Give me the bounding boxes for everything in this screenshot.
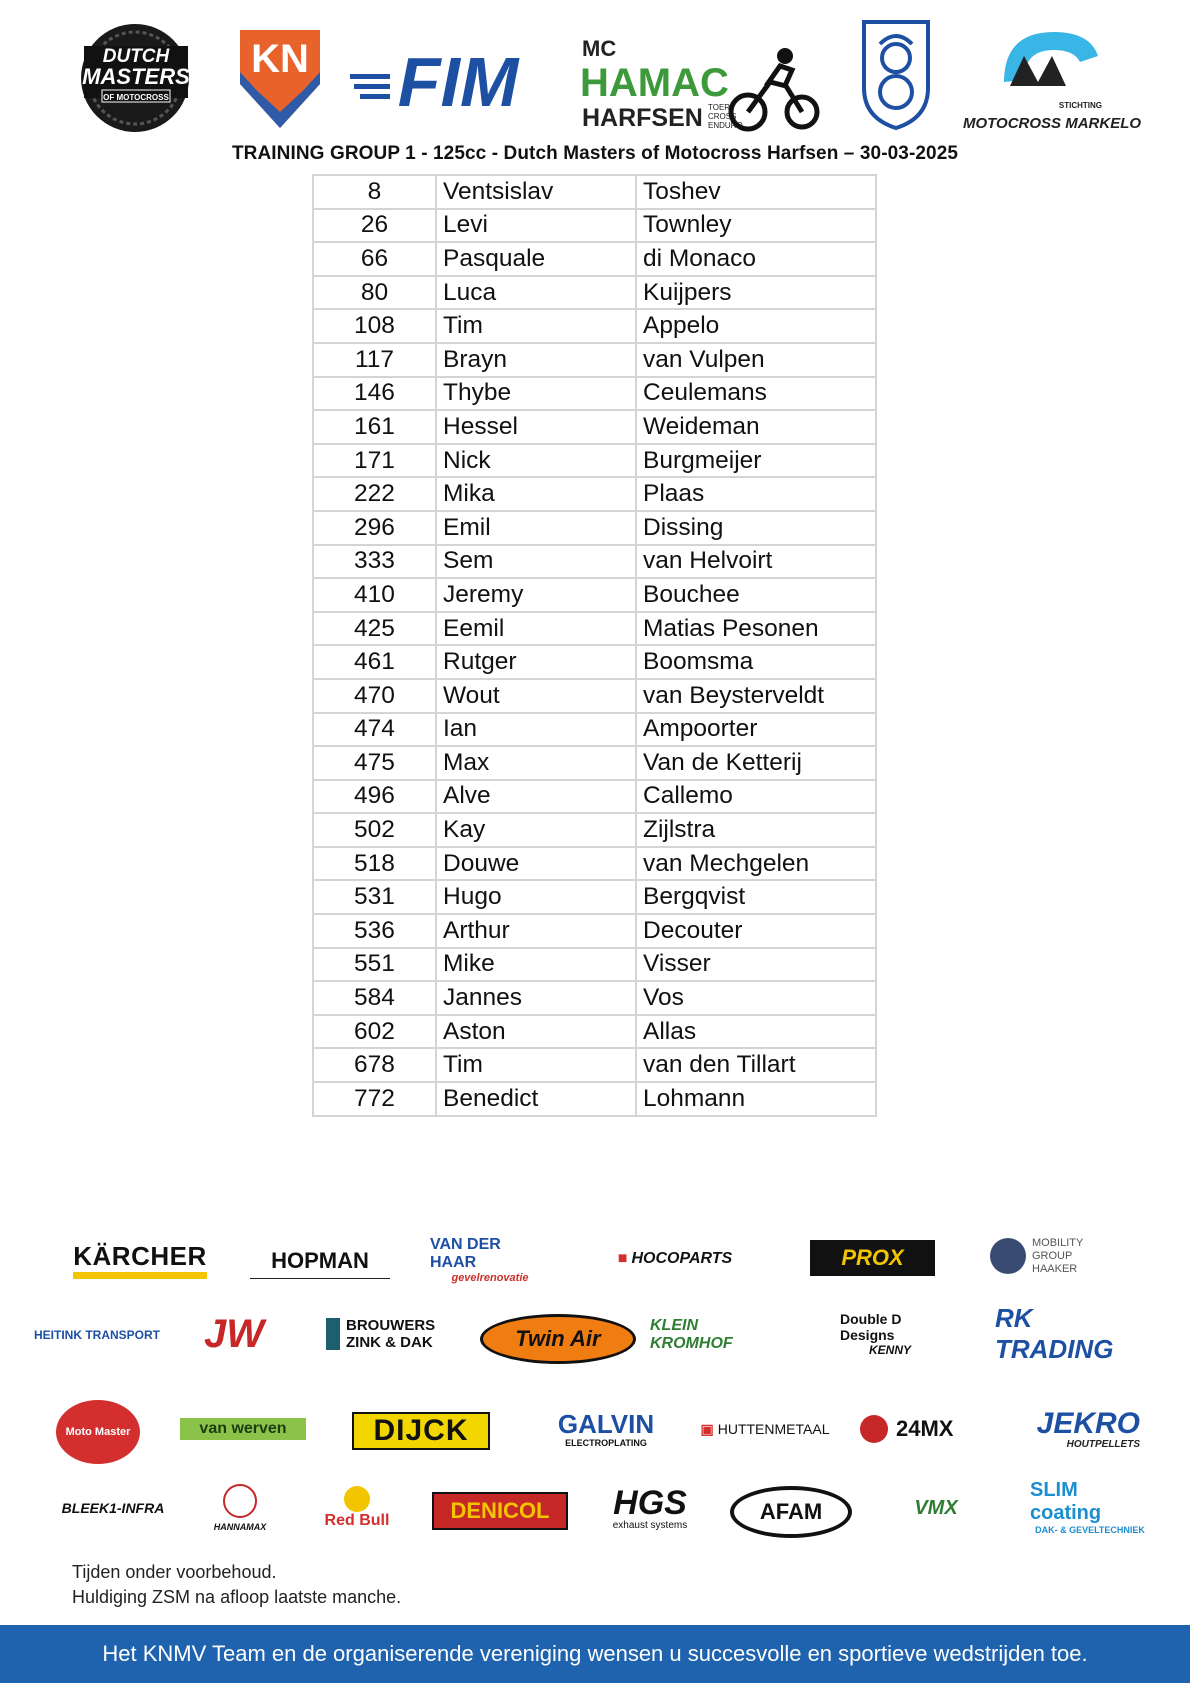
table-row [313, 1015, 876, 1049]
table-row [313, 1048, 876, 1082]
notes [72, 1560, 401, 1610]
rider-first-name: Sem [436, 545, 636, 579]
denicol-logo: DENICOL [432, 1492, 568, 1530]
rider-number: 333 [313, 545, 436, 579]
rider-first-name: Thybe [436, 377, 636, 411]
rider-number: 108 [313, 309, 436, 343]
rider-number: 496 [313, 780, 436, 814]
table-row [313, 242, 876, 276]
svg-text:HARFSEN: HARFSEN [582, 104, 703, 132]
rider-last-name: Callemo [636, 780, 876, 814]
knmv-logo [232, 24, 328, 134]
rider-last-name: van Mechgelen [636, 847, 876, 881]
table-row [313, 1082, 876, 1116]
rider-number: 66 [313, 242, 436, 276]
rider-number: 536 [313, 914, 436, 948]
rider-first-name: Aston [436, 1015, 636, 1049]
mc-hamac-logo [580, 26, 820, 138]
note-line: Tijden onder voorbehoud. [72, 1562, 277, 1582]
rider-last-name: Van de Ketterij [636, 746, 876, 780]
table-row [313, 713, 876, 747]
rider-last-name: Decouter [636, 914, 876, 948]
table-row [313, 813, 876, 847]
footer-banner [0, 1625, 1190, 1683]
svg-text:HAMAC: HAMAC [580, 61, 729, 105]
table-row [313, 780, 876, 814]
rider-number: 678 [313, 1048, 436, 1082]
svg-text:DUTCH: DUTCH [102, 46, 170, 67]
table-row [313, 847, 876, 881]
dutch-masters-logo [70, 20, 200, 138]
rider-last-name: Bergqvist [636, 880, 876, 914]
heitink-transport-logo: HEITINK TRANSPORT [34, 1328, 160, 1342]
rider-number: 584 [313, 981, 436, 1015]
rider-last-name: Weideman [636, 410, 876, 444]
rider-first-name: Max [436, 746, 636, 780]
rider-last-name: Ampoorter [636, 713, 876, 747]
table-row [313, 444, 876, 478]
table-row [313, 477, 876, 511]
rider-first-name: Rutger [436, 645, 636, 679]
rider-first-name: Pasquale [436, 242, 636, 276]
rider-number: 474 [313, 713, 436, 747]
van-der-haar-logo: VAN DER HAAR gevelrenovatie [430, 1236, 529, 1284]
rider-last-name: Bouchee [636, 578, 876, 612]
table-row [313, 679, 876, 713]
rider-number: 772 [313, 1082, 436, 1116]
table-row [313, 746, 876, 780]
footer-text: Het KNMV Team en de organiserende vereniging wensen u succesvolle en sportieve wedstrijden toe. [102, 1641, 1088, 1666]
rider-last-name: Boomsma [636, 645, 876, 679]
table-row [313, 377, 876, 411]
table-row [313, 880, 876, 914]
rider-last-name: Ceulemans [636, 377, 876, 411]
oldebroek-logo [850, 18, 942, 136]
hocoparts-logo: ■ HOCOPARTS [617, 1250, 733, 1267]
rider-number: 8 [313, 175, 436, 209]
jw-logo: JW [204, 1312, 264, 1356]
svg-text:MC: MC [582, 36, 617, 61]
table-row [313, 209, 876, 243]
rider-number: 470 [313, 679, 436, 713]
rider-number: 171 [313, 444, 436, 478]
table-row [313, 578, 876, 612]
rider-number: 518 [313, 847, 436, 881]
rider-last-name: Visser [636, 948, 876, 982]
rider-first-name: Ian [436, 713, 636, 747]
rider-number: 475 [313, 746, 436, 780]
table-row [313, 981, 876, 1015]
table-row [313, 948, 876, 982]
rider-first-name: Hessel [436, 410, 636, 444]
rider-last-name: Matias Pesonen [636, 612, 876, 646]
rider-number: 26 [313, 209, 436, 243]
rider-last-name: van Vulpen [636, 343, 876, 377]
svg-text:ENDURO: ENDURO [708, 121, 743, 130]
rider-last-name: Appelo [636, 309, 876, 343]
table-row [313, 612, 876, 646]
rider-first-name: Emil [436, 511, 636, 545]
brouwers-zink-dak-logo: BROUWERS ZINK & DAK [326, 1316, 456, 1352]
rider-number: 296 [313, 511, 436, 545]
riders-table [312, 174, 877, 1117]
rider-first-name: Alve [436, 780, 636, 814]
rider-first-name: Wout [436, 679, 636, 713]
rider-last-name: Dissing [636, 511, 876, 545]
prox-logo: PROX [810, 1240, 935, 1276]
rider-number: 602 [313, 1015, 436, 1049]
rider-first-name: Hugo [436, 880, 636, 914]
table-row [313, 276, 876, 310]
rider-last-name: van Helvoirt [636, 545, 876, 579]
rider-number: 80 [313, 276, 436, 310]
double-d-designs-logo: Double D Designs KENNY [840, 1311, 911, 1357]
red-bull-logo: Red Bull [302, 1480, 412, 1536]
rider-first-name: Mika [436, 477, 636, 511]
rider-number: 222 [313, 477, 436, 511]
table-row [313, 309, 876, 343]
fim-logo [350, 43, 530, 121]
rider-first-name: Tim [436, 1048, 636, 1082]
header-logos [60, 14, 1142, 138]
rider-last-name: Vos [636, 981, 876, 1015]
rider-last-name: Zijlstra [636, 813, 876, 847]
jekro-logo: JEKRO HOUTPELLETS [1036, 1406, 1140, 1450]
rider-number: 425 [313, 612, 436, 646]
moto-master-logo: Moto Master [56, 1400, 140, 1464]
rider-last-name: Allas [636, 1015, 876, 1049]
rider-number: 117 [313, 343, 436, 377]
karcher-logo: KÄRCHER [70, 1240, 210, 1280]
galvin-logo: GALVIN ELECTROPLATING [557, 1409, 655, 1448]
rider-first-name: Levi [436, 209, 636, 243]
rider-first-name: Arthur [436, 914, 636, 948]
dijck-logo: DIJCK [352, 1412, 490, 1450]
note-line: Huldiging ZSM na afloop laatste manche. [72, 1587, 402, 1607]
svg-text:KN: KN [251, 37, 309, 81]
rider-last-name: Townley [636, 209, 876, 243]
twin-air-logo: Twin Air [480, 1314, 636, 1364]
hopman-logo: HOPMAN [250, 1244, 390, 1279]
afam-logo: AFAM [730, 1486, 852, 1538]
rider-first-name: Brayn [436, 343, 636, 377]
van-werven-logo: van werven [180, 1418, 306, 1440]
rider-first-name: Luca [436, 276, 636, 310]
rider-last-name: Plaas [636, 477, 876, 511]
table-row [313, 511, 876, 545]
rider-last-name: van Beysterveldt [636, 679, 876, 713]
rider-last-name: Toshev [636, 175, 876, 209]
svg-text:STICHTING: STICHTING [1058, 101, 1102, 110]
svg-text:MASTERS: MASTERS [82, 64, 190, 89]
rider-last-name: Burgmeijer [636, 444, 876, 478]
svg-text:CROSS: CROSS [708, 112, 737, 121]
rider-first-name: Nick [436, 444, 636, 478]
riders-table-body [313, 175, 876, 1116]
rider-number: 551 [313, 948, 436, 982]
table-row [313, 175, 876, 209]
slim-coating-logo: SLIM coating DAK- & GEVELTECHNIEK [1030, 1479, 1145, 1535]
table-row [313, 410, 876, 444]
rider-first-name: Jeremy [436, 578, 636, 612]
rider-number: 410 [313, 578, 436, 612]
rider-first-name: Tim [436, 309, 636, 343]
mobility-group-haaker-logo: MOBILITY GROUP HAAKER [990, 1230, 1100, 1282]
svg-text:FIM: FIM [397, 43, 519, 121]
rider-first-name: Douwe [436, 847, 636, 881]
rider-last-name: Kuijpers [636, 276, 876, 310]
rider-number: 502 [313, 813, 436, 847]
hannamax-logo: HANNAMAX [200, 1480, 280, 1536]
rider-first-name: Jannes [436, 981, 636, 1015]
table-row [313, 645, 876, 679]
vmx-logo: VMX [914, 1496, 958, 1519]
rider-number: 161 [313, 410, 436, 444]
hgs-logo: HGS exhaust systems [612, 1483, 688, 1531]
rider-number: 531 [313, 880, 436, 914]
svg-text:OF MOTOCROSS: OF MOTOCROSS [103, 93, 169, 102]
huttenmetaal-logo: ▣ HUTTENMETAAL [700, 1420, 830, 1437]
klein-kromhof-logo: KLEIN KROMHOF [650, 1317, 733, 1352]
rider-last-name: di Monaco [636, 242, 876, 276]
rider-number: 461 [313, 645, 436, 679]
rider-first-name: Mike [436, 948, 636, 982]
motocross-markelo-logo [962, 22, 1142, 138]
sponsor-logos [34, 1236, 1170, 1540]
table-row [313, 914, 876, 948]
rider-first-name: Kay [436, 813, 636, 847]
24mx-logo: 24MX [860, 1412, 990, 1446]
svg-text:MOTOCROSS MARKELO: MOTOCROSS MARKELO [962, 115, 1142, 132]
rider-first-name: Ventsislav [436, 175, 636, 209]
rider-number: 146 [313, 377, 436, 411]
rider-last-name: Lohmann [636, 1082, 876, 1116]
rider-first-name: Benedict [436, 1082, 636, 1116]
table-row [313, 545, 876, 579]
rk-trading-logo: RK TRADING [995, 1303, 1114, 1364]
svg-text:TOER: TOER [708, 103, 731, 112]
bleek1-infra-logo: BLEEK1-INFRA [61, 1500, 165, 1516]
rider-first-name: Eemil [436, 612, 636, 646]
page-title: TRAINING GROUP 1 - 125cc - Dutch Masters of Motocross Harfsen – 30-03-2025 [231, 143, 959, 164]
rider-last-name: van den Tillart [636, 1048, 876, 1082]
table-row [313, 343, 876, 377]
